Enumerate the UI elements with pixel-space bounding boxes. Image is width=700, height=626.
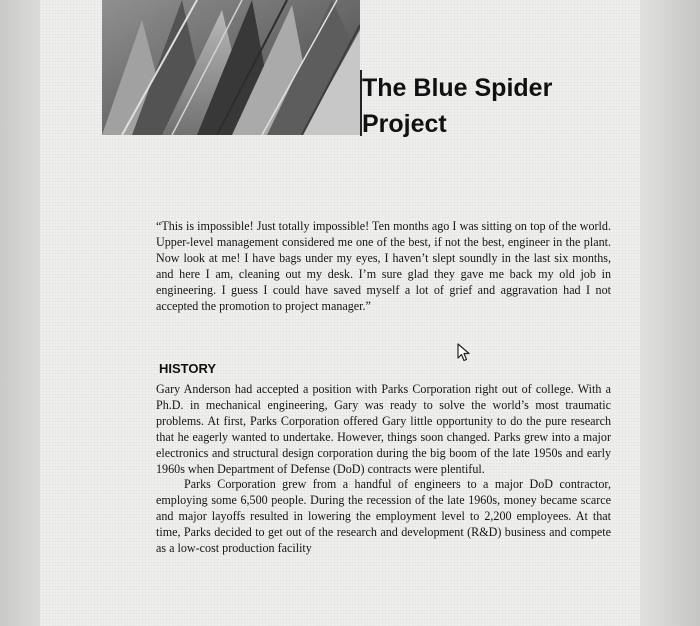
history-section [156,382,611,557]
chapter-image [102,0,360,135]
opening-quote-block [156,219,611,314]
section-heading: HISTORY [159,361,217,376]
mouse-pointer-icon [457,343,473,363]
history-paragraph-2: Parks Corporation grew from a handful of engineers to a major DoD contractor, employing some 6,500 people. During the recession of the late 1960s, money became scarce and major layoffs resulted in lowering the employment level to 2,200 employees. At that time, Parks decided to get out of the research and development (R&D) business and compete as a low-cost production facility [156,477,611,556]
history-paragraph-1: Gary Anderson had accepted a position with Parks Corporation right out of college. With a Ph.D. in mechanical engineering, Gary was ready to solve the world’s most traumatic problems. At first, Parks Corporation offered Gary little opportunity to do the pure research that he eagerly wanted to undertake. However, things soon changed. Parks grew into a major electronics and structural design corporation during the big boom of the late 1950s and early 1960s when Department of Defense (DoD) contracts were plentiful. [156,382,611,476]
abstract-building-graphic [102,0,360,135]
edge-shadow [640,0,700,626]
opening-quote: “This is impossible! Just totally impossible! Ten months ago I was sitting on top of the world. Upper-level management considered me one of the best, if not the best, engineer in the plant. Now look at me! I have bags under my eyes, I haven’t slept soundly in the last six months, and here I am, cleaning out my desk. I’m sure glad they gave me back my old job in engineering. I guess I could have saved myself a lot of grief and aggravation had I not accepted the promotion to project manager.” [156,219,611,313]
book-page [40,0,640,626]
chapter-title: The Blue Spider Project [362,74,553,138]
